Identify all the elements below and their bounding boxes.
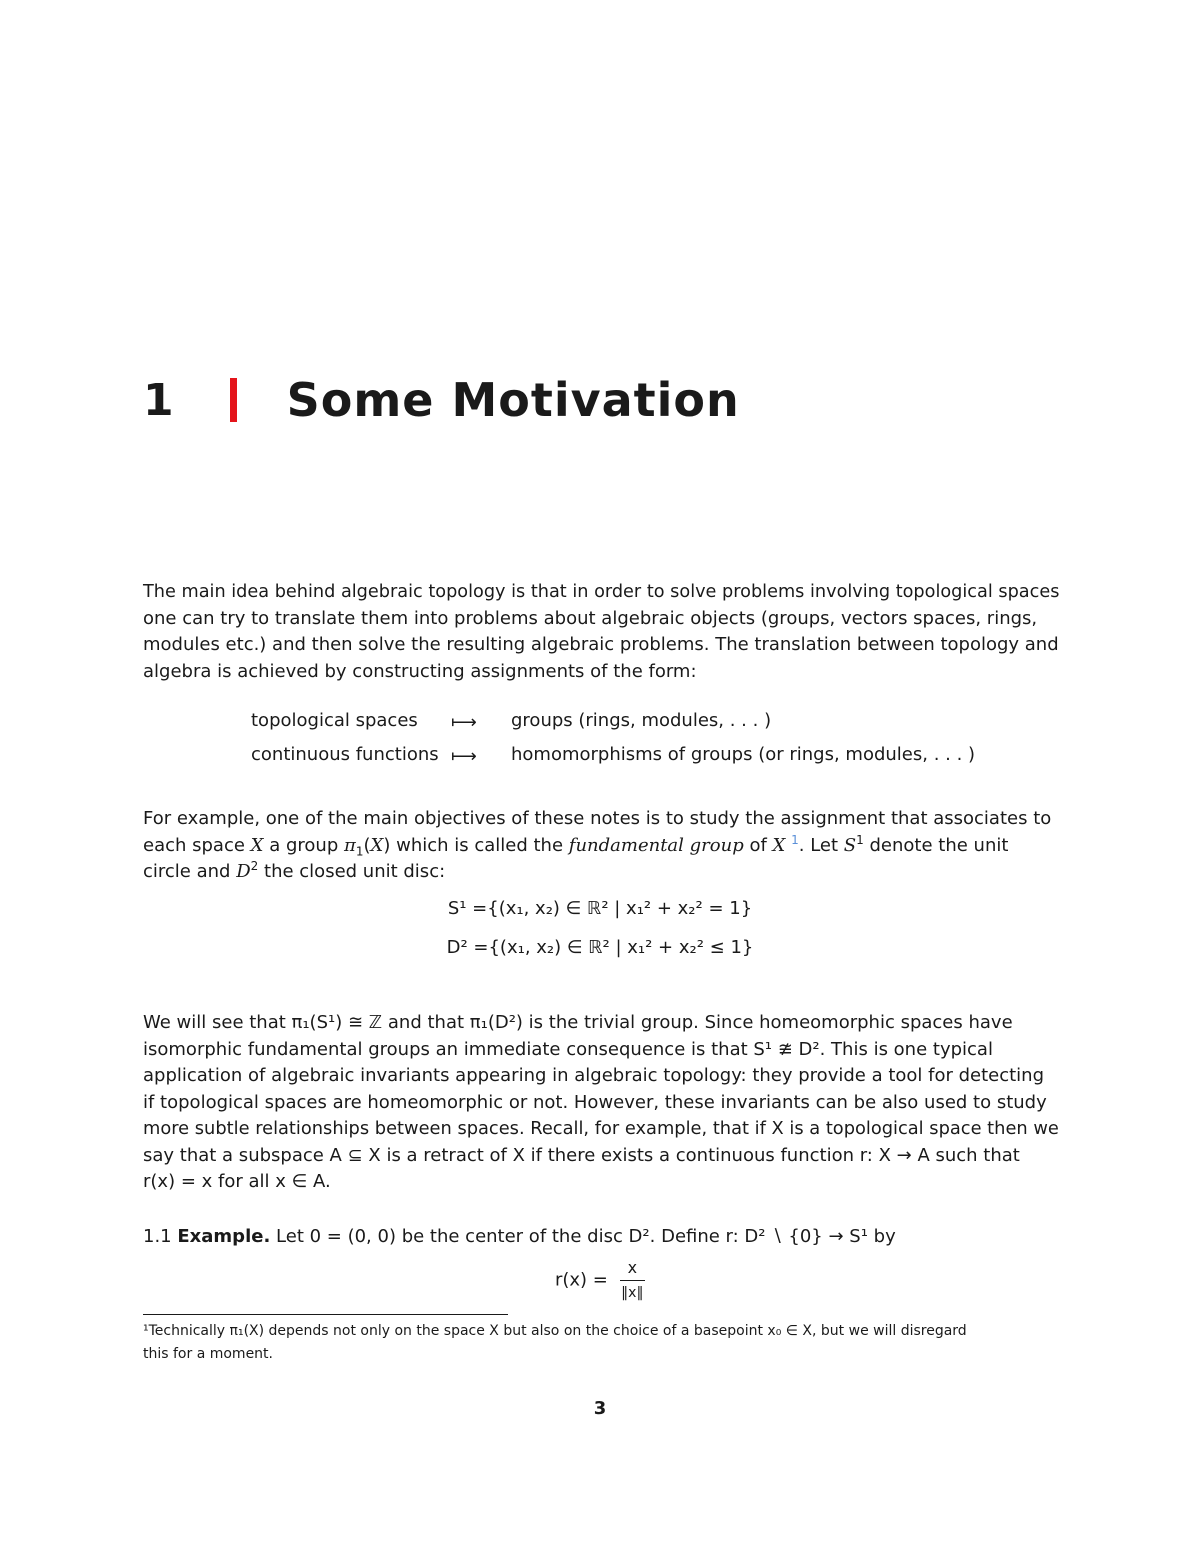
footnote-marker[interactable]: 1: [791, 832, 799, 847]
intro-paragraph: [143, 579, 1059, 685]
example-line: circle and $D^2$ the closed unit disc:: [143, 859, 446, 882]
example-text: Let 0 = (0, 0) be the center of the disc D². Define r: D² ∖ {0} → S¹ by: [276, 1226, 896, 1247]
emphasis-term: fundamental group: [568, 834, 744, 856]
mapsto-arrow-icon: ⟼: [451, 746, 475, 767]
intro-line: algebra is achieved by constructing assignments of the form:: [143, 660, 697, 682]
page-number: 3: [593, 1398, 607, 1419]
chapter-heading: [143, 372, 740, 428]
main-line: r(x) = x for all x ∈ A.: [143, 1171, 331, 1192]
chapter-title: Some Motivation: [286, 373, 740, 427]
assignment-rhs: groups (rings, modules, . . . ): [511, 710, 772, 731]
example-line: For example, one of the main objectives of these notes is to study the assignment that associates to: [143, 808, 1052, 829]
footnote-line: ¹Technically π₁(X) depends not only on the space X but also on the choice of a basepoint x₀ ∈ X, but we will disregard: [143, 1323, 967, 1339]
fraction-numerator: x: [620, 1258, 645, 1281]
example-1-1: [143, 1224, 1059, 1251]
main-line: more subtle relationships between spaces. Recall, for example, that if X is a topological space then we: [143, 1118, 1059, 1139]
mapsto-arrow-icon: ⟼: [451, 712, 475, 733]
footnote-rule: [143, 1314, 508, 1315]
formula-lhs: r(x) =: [554, 1269, 608, 1291]
example-number: 1.1: [143, 1226, 172, 1247]
main-line: say that a subspace A ⊆ X is a retract of X if there exists a continuous function r: X → A such that: [143, 1144, 1020, 1166]
main-line: isomorphic fundamental groups an immediate consequence is that S¹ ≇ D². This is one typical: [143, 1038, 993, 1060]
equation-s1: S¹ ={(x₁, x₂) ∈ ℝ² | x₁² + x₂² = 1}: [447, 898, 753, 919]
chapter-accent-bar: [230, 378, 237, 422]
assignment-rhs: homomorphisms of groups (or rings, modules, . . . ): [511, 744, 976, 765]
main-line: We will see that π₁(S¹) ≅ ℤ and that π₁(D²) is the trivial group. Since homeomorphic spaces have: [143, 1012, 1013, 1033]
fraction: [620, 1258, 645, 1303]
main-line: application of algebraic invariants appearing in algebraic topology: they provide a tool for detecting: [143, 1065, 1045, 1086]
equation-retraction: [0, 1258, 1200, 1303]
example-label: Example.: [177, 1226, 271, 1247]
example-line: each space X a group $\pi_1(X)$ which is called the fundamental group of X $^1$. Let $S^1$ denote the unit: [143, 832, 1009, 859]
equation-d2: D² ={(x₁, x₂) ∈ ℝ² | x₁² + x₂² ≤ 1}: [446, 937, 754, 958]
chapter-number: 1: [143, 374, 174, 426]
footnote-line: this for a moment.: [143, 1346, 273, 1362]
main-line: if topological spaces are homeomorphic or not. However, these invariants can be also used to study: [143, 1091, 1047, 1113]
intro-line: one can try to translate them into problems about algebraic objects (groups, vectors spaces, rings,: [143, 607, 1038, 629]
footnote: [143, 1320, 1059, 1366]
main-paragraph: [143, 1010, 1059, 1196]
assignment-lhs: topological spaces: [251, 710, 418, 731]
intro-line: The main idea behind algebraic topology is that in order to solve problems involving topological spaces: [143, 581, 1060, 602]
example-paragraph: [143, 806, 1059, 886]
intro-line: modules etc.) and then solve the resulting algebraic problems. The translation between topology and: [143, 634, 1059, 655]
fraction-denominator: ‖x‖: [621, 1285, 644, 1301]
assignment-lhs: continuous functions: [251, 744, 439, 765]
